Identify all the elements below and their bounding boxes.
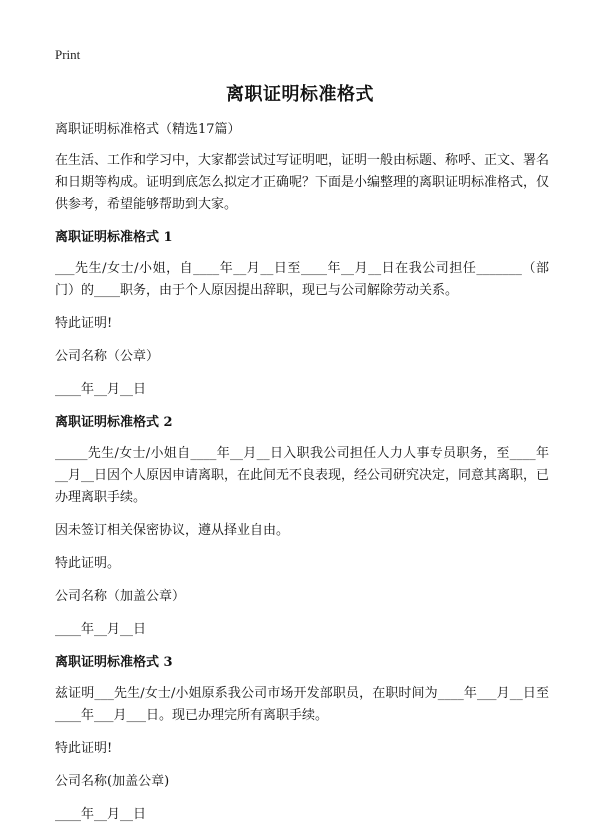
section-body: _____先生/女士/小姐自____年__月__日入职我公司担任人力人事专员职务，至____年__月__日因个人原因申请离职，在此间无不良表现，经公司研究决定，同意其离职，已办理离职手续。 [55,446,550,505]
intro-paragraph: 在生活、工作和学习中，大家都尝试过写证明吧，证明一般由标题、称呼、正文、署名和日期等构成。证明到底怎么拟定才正确呢？下面是小编整理的离职证明标准格式，仅供参考，希望能够帮助到大家。 [55,153,550,212]
section-line: 特此证明! [55,316,113,331]
section-heading: 离职证明标准格式 1 [55,230,173,245]
section-line: ____年__月__日 [55,382,147,397]
section-line: 公司名称（公章） [55,349,160,364]
section-heading: 离职证明标准格式 2 [55,415,173,430]
section-line: 特此证明。 [55,556,121,571]
section-line: 特此证明! [55,741,113,756]
document-subtitle: 离职证明标准格式（精选17篇） [55,122,241,137]
section-line: 公司名称（加盖公章） [55,589,186,604]
section-heading: 离职证明标准格式 3 [55,655,173,670]
section-line: ____年__月__日 [55,622,147,637]
section-line: 因未签订相关保密协议，遵从择业自由。 [55,523,290,538]
document-title: 离职证明标准格式 [226,84,374,105]
document-body [55,119,549,837]
section-body: 兹证明___先生/女士/小姐原系我公司市场开发部职员，在职时间为____年___月__日至____年___月___日。现已办理完所有离职手续。 [55,686,549,723]
print-link[interactable]: Print [55,47,81,62]
section-line: 公司名称(加盖公章) [55,774,170,789]
section-body: ___先生/女士/小姐，自____年__月__日至____年__月__日在我公司担任_______（部门）的____职务，由于个人原因提出辞职，现已与公司解除劳动关系。 [55,261,549,298]
section-line: ____年__月__日 [55,807,147,822]
